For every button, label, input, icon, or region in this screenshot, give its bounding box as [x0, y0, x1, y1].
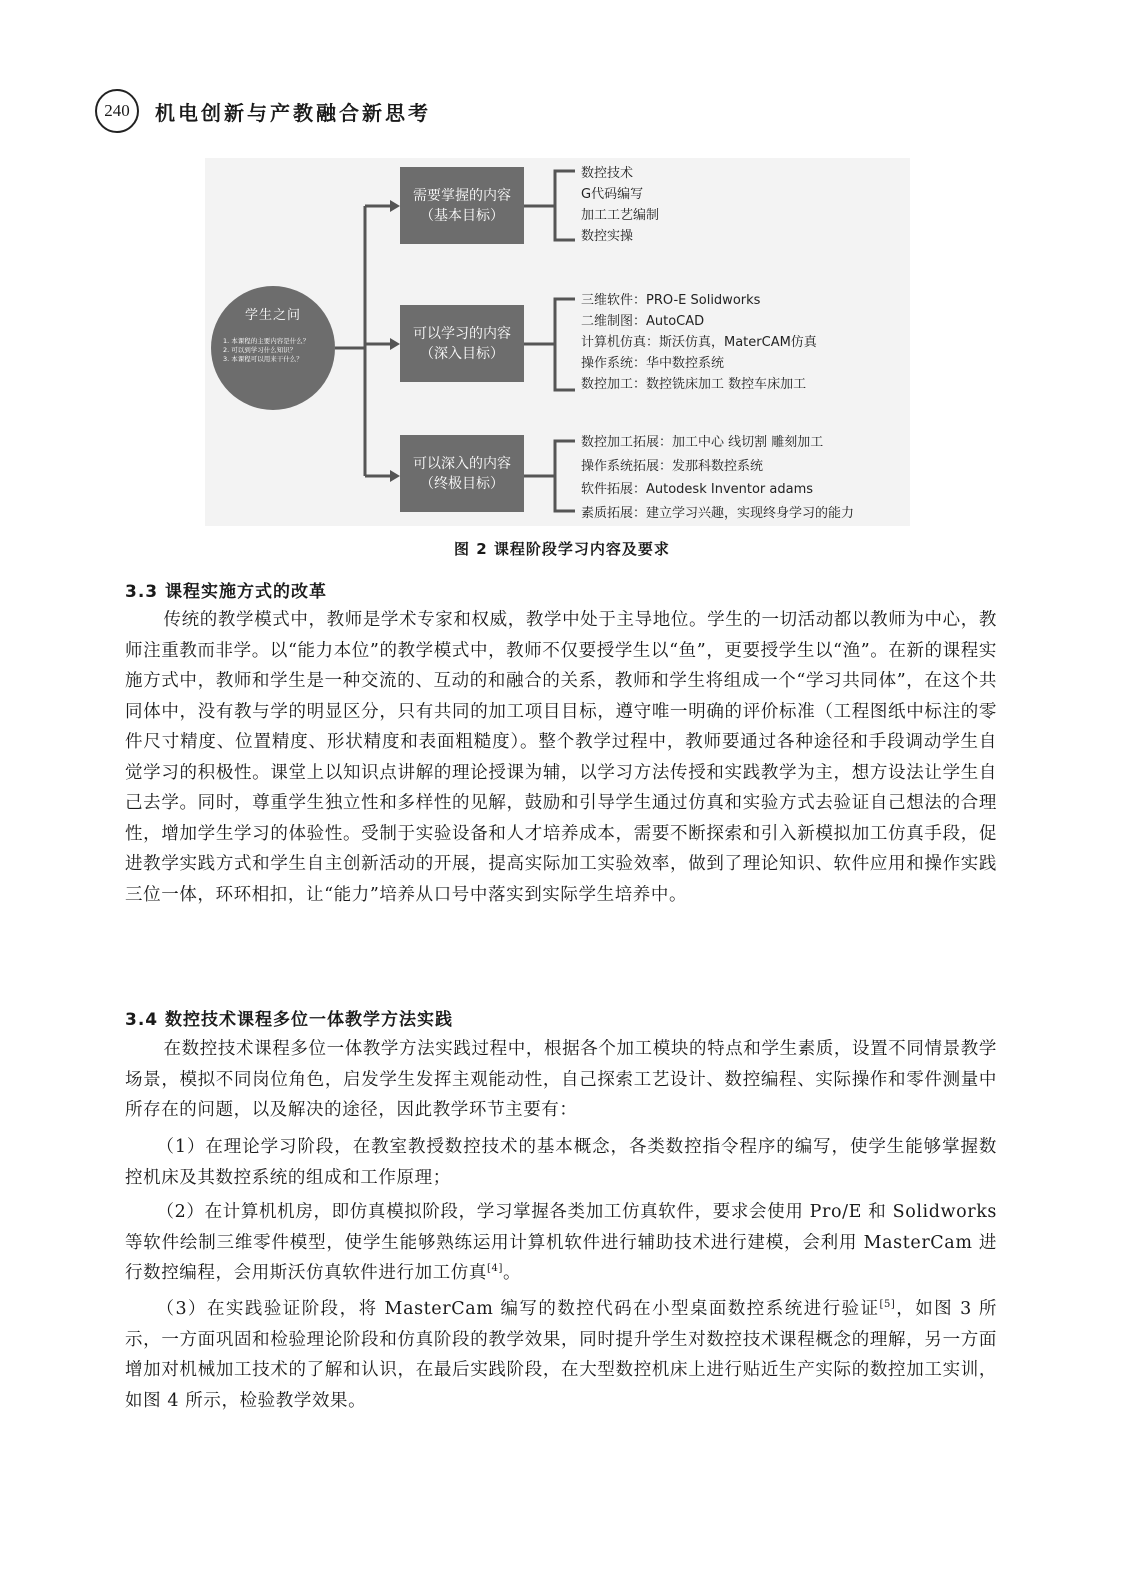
paragraph-text: （2）在计算机机房，即仿真模拟阶段，学习掌握各类加工仿真软件，要求会使用 Pro/E 和 Solidworks 等软件绘制三维零件模型，使学生能够熟练运用计算机软件进行辅助技术进行建模，会利用 MasterCam 进行数控编程，会用斯沃仿真软件进行加工仿真: [125, 1202, 997, 1283]
content-list-deep: [581, 290, 817, 395]
page-number: 240: [95, 89, 139, 133]
list-paragraph-3: [125, 1294, 997, 1416]
goal-box-deep: [400, 305, 524, 382]
citation-ref: [4]: [487, 1263, 503, 1275]
list-item: G代码编写: [581, 187, 644, 202]
list-item: 软件拓展：Autodesk Inventor adams: [581, 482, 814, 497]
goal-box-sublabel: （终极目标）: [420, 475, 504, 492]
list-item: 三维软件：PRO-E Solidworks: [581, 293, 761, 308]
goal-box-ultimate: [400, 435, 524, 512]
figure-2-diagram: [205, 158, 910, 526]
list-item: 数控实操: [581, 229, 634, 244]
content-list-basic: [581, 163, 659, 247]
goal-box-basic: [400, 167, 524, 244]
arrowhead-box3: [390, 470, 400, 482]
citation-ref: [5]: [879, 1299, 896, 1311]
list-paragraph-1: （1）在理论学习阶段，在教室教授数控技术的基本概念，各类数控指令程序的编写，使学生能够掌握数控机床及其数控系统的组成和工作原理；: [125, 1137, 997, 1188]
section-heading-3-4: 3.4 数控技术课程多位一体教学方法实践: [125, 1010, 454, 1030]
arrowhead-box1: [390, 200, 400, 212]
list-item: 加工工艺编制: [581, 208, 660, 223]
list-item: 数控技术: [581, 166, 634, 181]
student-question-circle: [211, 286, 335, 410]
paragraph-text: ，如图 3 所示，一方面巩固和检验理论阶段和仿真阶段的教学效果，同时提升学生对数控技术课程概念的理解，另一方面增加对机械加工技术的了解和认识，在最后实践阶段，在大型数控机床上进行贴近生产实际的数控加工实训，如图 4 所示，检验教学效果。: [125, 1299, 997, 1411]
running-header: [95, 88, 431, 134]
list-item: 二维制图：AutoCAD: [581, 314, 705, 329]
circle-title: 学生之问: [244, 308, 301, 323]
paragraph: 传统的教学模式中，教师是学术专家和权威，教学中处于主导地位。学生的一切活动都以教师为中心，教师注重教而非学。以“能力本位”的教学模式中，教师不仅要授学生以“鱼”，更要授学生以“渔”。在新的课程实施方式中，教师和学生是一种交流的、互动的和融合的关系，教师和学生将组成一个“学习共同体”，在这个共同体中，没有教与学的明显区分，只有共同的加工项目目标，遵守唯一明确的评价标准（工程图纸中标注的零件尺寸精度、位置精度、形状精度和表面粗糙度）。整个教学过程中，教师要通过各种途径和手段调动学生自觉学习的积极性。课堂上以知识点讲解的理论授课为辅，以学习方法传授和实践教学为主，想方设法让学生自己去学。同时，尊重学生独立性和多样性的见解，鼓励和引导学生通过仿真和实验方式去验证自己想法的合理性，增加学生学习的体验性。受制于实验设备和人才培养成本，需要不断探索和引入新模拟加工仿真手段，促进教学实践方式和学生自主创新活动的开展，提高实际加工实验效率，做到了理论知识、软件应用和操作实践三位一体，环环相扣，让“能力”培养从口号中落实到实际学生培养中。: [125, 610, 997, 905]
bracket-list1: [555, 171, 575, 240]
circle-question: 3. 本课程可以用来干什么？: [223, 355, 303, 363]
paragraph-text: 。: [502, 1263, 522, 1283]
paragraph-text: （3）在实践验证阶段，将 MasterCam 编写的数控代码在小型桌面数控系统进行验证: [156, 1299, 880, 1319]
goal-box-sublabel: （基本目标）: [420, 207, 504, 224]
list-item: 操作系统拓展：发那科数控系统: [581, 458, 764, 474]
circle-question: 2. 可以到学习什么知识？: [223, 346, 297, 354]
list-paragraph-2: [125, 1197, 997, 1289]
paragraph: 在数控技术课程多位一体教学方法实践过程中，根据各个加工模块的特点和学生素质，设置不同情景教学场景，模拟不同岗位角色，启发学生发挥主观能动性，自己探索工艺设计、数控编程、实际操作和零件测量中所存在的问题，以及解决的途径，因此教学环节主要有：: [125, 1039, 997, 1120]
list-item: 操作系统：华中数控系统: [581, 356, 725, 371]
goal-box-label: 需要掌握的内容: [413, 187, 511, 204]
content-list-ultimate: [581, 431, 854, 525]
arrowhead-box2: [390, 338, 400, 350]
list-item: 数控加工：数控铣床加工 数控车床加工: [581, 377, 807, 392]
goal-box-sublabel: （深入目标）: [420, 345, 504, 362]
list-item: 计算机仿真：斯沃仿真，MaterCAM仿真: [581, 335, 817, 350]
circle-question: 1. 本课程的主要内容是什么？: [223, 337, 310, 345]
list-item: 数控加工拓展：加工中心 线切割 雕刻加工: [581, 435, 824, 450]
goal-box-label: 可以深入的内容: [413, 455, 511, 472]
goal-box-label: 可以学习的内容: [413, 325, 511, 342]
section-heading-3-3: 3.3 课程实施方式的改革: [125, 582, 328, 602]
figure-caption: 图 2 课程阶段学习内容及要求: [454, 540, 670, 558]
book-title: 机电创新与产教融合新思考: [155, 100, 431, 125]
bracket-list2: [555, 299, 575, 390]
bracket-list3: [555, 441, 575, 511]
list-item: 素质拓展：建立学习兴趣，实现终身学习的能力: [581, 505, 855, 521]
